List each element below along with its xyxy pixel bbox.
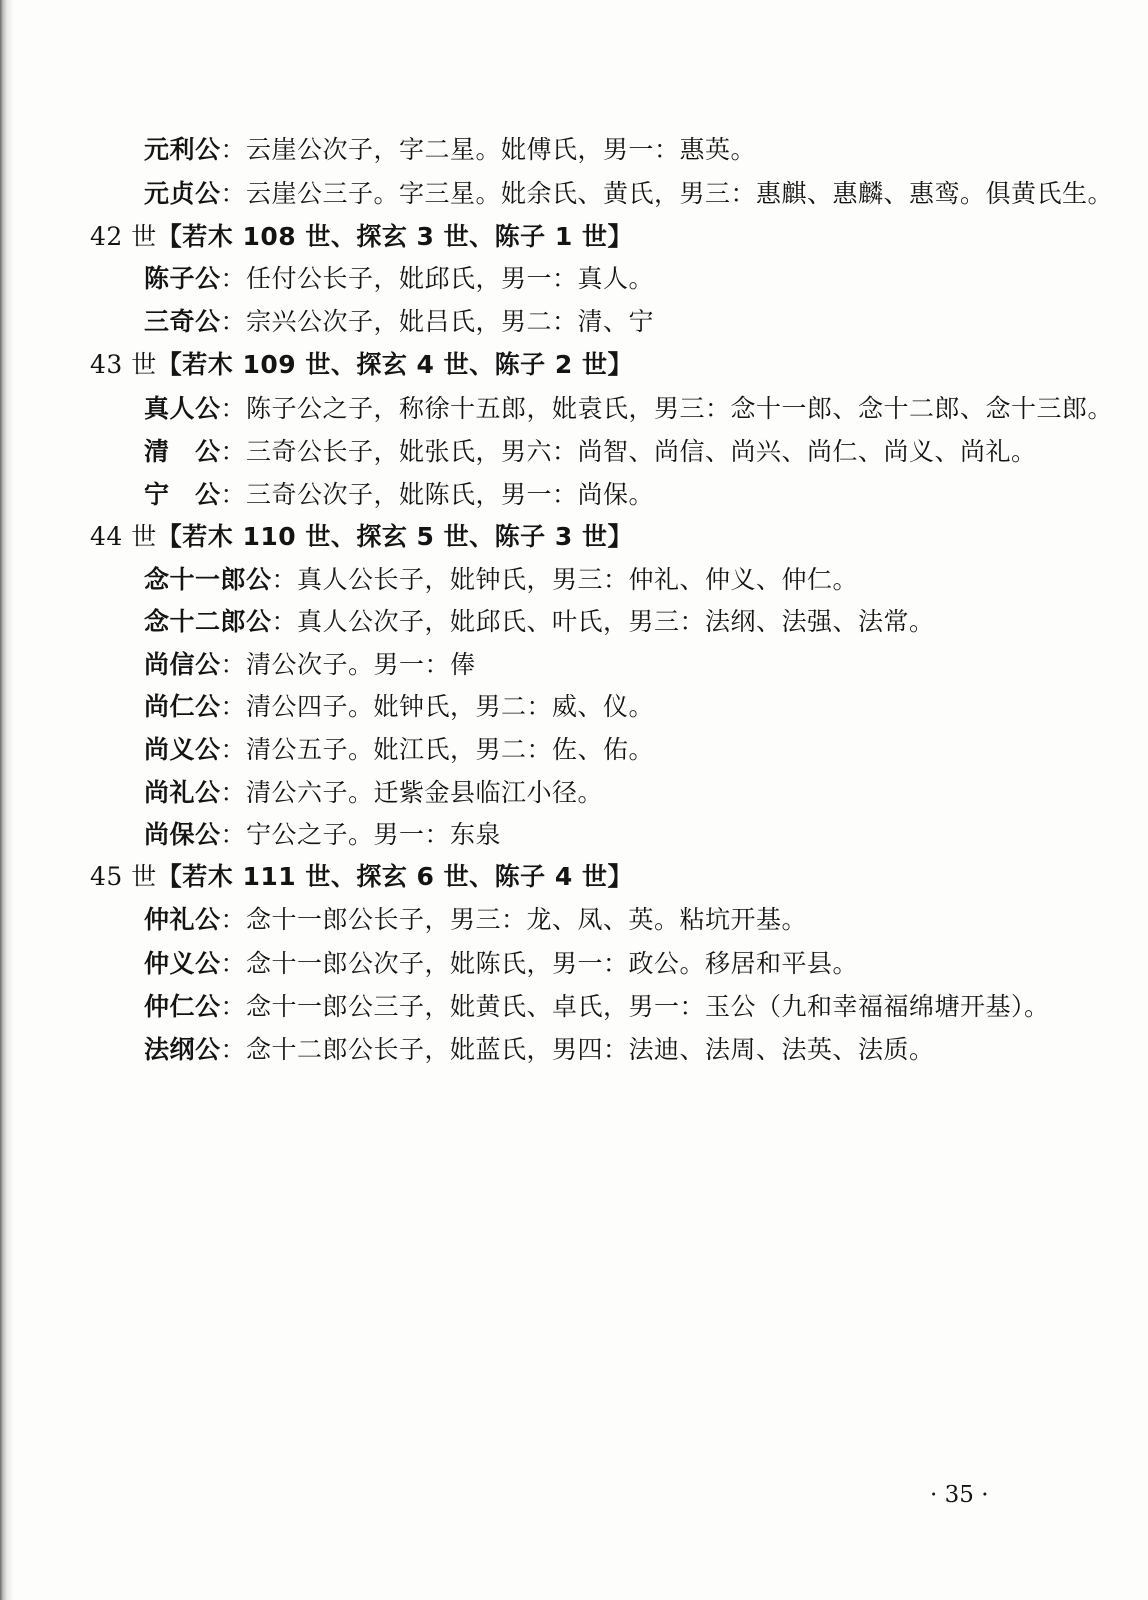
generation-number: 45 世 — [90, 862, 157, 891]
entry-line — [144, 990, 1050, 1024]
entry-line — [144, 305, 654, 339]
entry-text: 真人公次子，妣邱氏、叶氏，男三：法纲、法强、法常。 — [297, 607, 935, 636]
entry-colon: ： — [220, 480, 247, 509]
entry-name: 尚礼公 — [144, 778, 221, 807]
entry-colon: ： — [220, 905, 247, 934]
generation-number: 43 世 — [90, 350, 157, 379]
entry-colon: ： — [220, 394, 247, 423]
entry-colon: ： — [220, 437, 247, 466]
entry-line — [144, 133, 756, 167]
entry-name: 法纲公 — [144, 1035, 221, 1064]
generation-lineage: 【若木 108 世、探玄 3 世、陈子 1 世】 — [156, 222, 633, 251]
entry-name: 真人公 — [144, 394, 221, 423]
entry-colon: ： — [220, 135, 247, 164]
entry-text: 清公四子。妣钟氏，男二：威、仪。 — [246, 692, 655, 721]
scan-edge-shadow — [0, 0, 14, 1600]
entry-text: 陈子公之子，称徐十五郎，妣袁氏，男三：念十一郎、念十二郎、念十三郎。 — [246, 394, 1114, 423]
entry-colon: ： — [220, 735, 247, 764]
entry-line — [144, 605, 935, 639]
entry-name: 三奇公 — [144, 307, 221, 336]
generation-number: 44 世 — [90, 522, 157, 551]
entry-line — [144, 947, 858, 981]
entry-colon: ： — [220, 778, 247, 807]
page-number: · 35 · — [930, 1482, 989, 1508]
generation-number: 42 世 — [90, 222, 157, 251]
entry-line — [144, 262, 654, 296]
entry-name: 念十二郎公 — [144, 607, 272, 636]
entry-colon: ： — [220, 264, 247, 293]
entry-name: 尚信公 — [144, 650, 221, 679]
entry-text: 任付公长子，妣邱氏，男一：真人。 — [246, 264, 655, 293]
generation-lineage: 【若木 111 世、探玄 6 世、陈子 4 世】 — [156, 862, 633, 891]
generation-heading — [90, 860, 633, 894]
entry-text: 念十二郎公长子，妣蓝氏，男四：法迪、法周、法英、法质。 — [246, 1035, 935, 1064]
entry-text: 清公次子。男一：俸 — [246, 650, 476, 679]
entry-colon: ： — [220, 650, 247, 679]
entry-text: 念十一郎公长子，男三：龙、凤、英。粘坑开基。 — [246, 905, 808, 934]
entry-name: 元贞公 — [144, 179, 221, 208]
entry-name: 元利公 — [144, 135, 221, 164]
entry-colon: ： — [220, 179, 247, 208]
entry-name: 仲义公 — [144, 949, 221, 978]
entry-line — [144, 903, 807, 937]
entry-name: 尚义公 — [144, 735, 221, 764]
entry-name: 尚保公 — [144, 820, 221, 849]
entry-line — [144, 776, 603, 810]
entry-line — [144, 818, 501, 852]
entry-name: 念十一郎公 — [144, 565, 272, 594]
entry-line — [144, 733, 654, 767]
generation-heading — [90, 220, 633, 254]
generation-heading — [90, 520, 633, 554]
entry-name: 宁 公 — [144, 480, 221, 509]
entry-text: 云崖公三子。字三星。妣余氏、黄氏，男三：惠麒、惠麟、惠鸾。俱黄氏生。 — [246, 179, 1114, 208]
entry-line — [144, 1033, 935, 1067]
entry-colon: ： — [220, 692, 247, 721]
entry-colon: ： — [220, 820, 247, 849]
entry-line — [144, 177, 1113, 211]
entry-name: 陈子公 — [144, 264, 221, 293]
generation-lineage: 【若木 110 世、探玄 5 世、陈子 3 世】 — [156, 522, 633, 551]
entry-colon: ： — [220, 949, 247, 978]
entry-text: 三奇公次子，妣陈氏，男一：尚保。 — [246, 480, 655, 509]
entry-text: 念十一郎公次子，妣陈氏，男一：政公。移居和平县。 — [246, 949, 859, 978]
entry-colon: ： — [220, 307, 247, 336]
entry-line — [144, 478, 654, 512]
entry-line — [144, 648, 476, 682]
entry-line — [144, 435, 1037, 469]
entry-text: 清公六子。迁紫金县临江小径。 — [246, 778, 604, 807]
entry-colon: ： — [220, 992, 247, 1021]
entry-text: 清公五子。妣江氏，男二：佐、佑。 — [246, 735, 655, 764]
entry-line — [144, 392, 1113, 426]
entry-line — [144, 563, 858, 597]
entry-name: 仲礼公 — [144, 905, 221, 934]
entry-text: 宁公之子。男一：东泉 — [246, 820, 502, 849]
entry-text: 宗兴公次子，妣吕氏，男二：清、宁 — [246, 307, 655, 336]
entry-colon: ： — [220, 1035, 247, 1064]
entry-colon: ： — [271, 565, 298, 594]
entry-name: 清 公 — [144, 437, 221, 466]
entry-name: 仲仁公 — [144, 992, 221, 1021]
entry-name: 尚仁公 — [144, 692, 221, 721]
entry-text: 念十一郎公三子，妣黄氏、卓氏，男一：玉公（九和幸福福绵塘开基）。 — [246, 992, 1050, 1021]
entry-text: 云崖公次子，字二星。妣傅氏，男一：惠英。 — [246, 135, 757, 164]
entry-text: 三奇公长子，妣张氏，男六：尚智、尚信、尚兴、尚仁、尚义、尚礼。 — [246, 437, 1037, 466]
entry-colon: ： — [271, 607, 298, 636]
entry-text: 真人公长子，妣钟氏，男三：仲礼、仲义、仲仁。 — [297, 565, 859, 594]
generation-heading — [90, 348, 633, 382]
entry-line — [144, 690, 654, 724]
generation-lineage: 【若木 109 世、探玄 4 世、陈子 2 世】 — [156, 350, 633, 379]
